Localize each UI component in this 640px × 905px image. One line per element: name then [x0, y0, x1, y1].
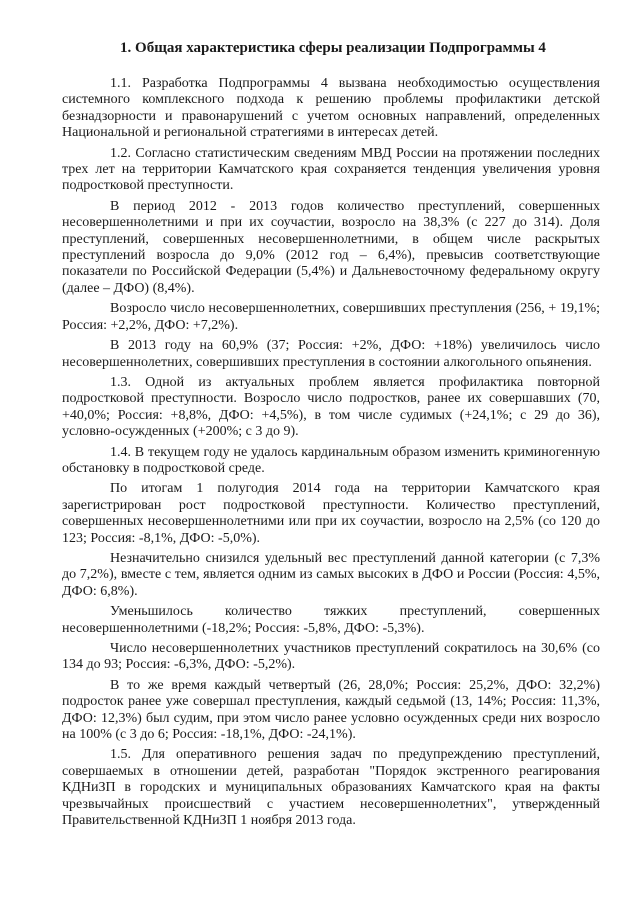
- paragraph-1-5: 1.5. Для оперативного решения задач по предупреждению преступлений, совершаемых в отношении детей, разработан "Порядок экстренного реагирования КДНиЗП в городских и муниципальных образованиях Камчатского края на факты чрезвычайных происшествий с участием несовершеннолетних", утвержденный Правительственной КДНиЗП 1 ноября 2013 года.: [62, 747, 600, 829]
- paragraph-grave-crimes: Уменьшилось количество тяжких преступлений, совершенных несовершеннолетними (-18,2%; Россия: -5,8%, ДФО: -5,3%).: [62, 604, 600, 636]
- paragraph-alcohol: В 2013 году на 60,9% (37; Россия: +2%, ДФО: +18%) увеличилось число несовершеннолетних, совершивших преступления в состоянии алкогольного опьянения.: [62, 338, 600, 370]
- paragraph-1-1: 1.1. Разработка Подпрограммы 4 вызвана необходимостью осуществления системного комплексного подхода к решению проблемы профилактики детской безнадзорности и правонарушений с учетом основных направлений, определенных Национальной и региональной стратегиями в интересах детей.: [62, 76, 600, 141]
- paragraph-1-4: 1.4. В текущем году не удалось кардинальным образом изменить криминогенную обстановку в подростковой среде.: [62, 444, 600, 476]
- paragraph-half-year-2014: По итогам 1 полугодия 2014 года на территории Камчатского края зарегистрирован рост подростковой преступности. Количество преступлений, совершенных несовершеннолетними или при их соучастии, возросло на 2,5% (со 120 до 123; Россия: -8,1%, ДФО: -5,0%).: [62, 481, 600, 546]
- paragraph-1-2: 1.2. Согласно статистическим сведениям МВД России на протяжении последних трех лет на территории Камчатского края сохраняется тенденция увеличения уровня подростковой преступности.: [62, 145, 600, 194]
- paragraph-offender-count: Возросло число несовершеннолетних, совершивших преступления (256, + 19,1%; Россия: +2,2%, ДФО: +7,2%).: [62, 301, 600, 333]
- paragraph-1-3: 1.3. Одной из актуальных проблем является профилактика повторной подростковой преступности. Возросло число подростков, ранее их совершавших (70, +40,0%; Россия: +8,8%, ДФО: +4,5%), в том числе судимых (+24,1%; с 29 до 36), условно-осужденных (+200%; с 3 до 9).: [62, 374, 600, 440]
- paragraph-crime-growth: В период 2012 - 2013 годов количество преступлений, совершенных несовершеннолетними и при их соучастии, возросло на 38,3% (с 227 до 314). Доля преступлений, совершенных несовершеннолетними, в общем числе раскрытых преступлений возросла до 9,0% (2012 год – 6,4%), превысив соответствующие показатели по Российской Федерации (5,4%) и Дальневосточному федеральному округу (далее – ДФО) (8,4%).: [62, 198, 600, 296]
- paragraph-participants: Число несовершеннолетних участников преступлений сократилось на 30,6% (со 134 до 93; Россия: -6,3%, ДФО: -5,2%).: [62, 641, 600, 673]
- section-body: [62, 76, 600, 829]
- paragraph-repeat-offenders: В то же время каждый четвертый (26, 28,0%; Россия: 25,2%, ДФО: 32,2%) подросток ранее уже совершал преступления, каждый седьмой (13, 14%; Россия: 11,3%, ДФО: 12,3%) был судим, при этом число ранее условно осужденных среди них возросло на 100% (с 3 до 6; Россия: -18,1%, ДФО: -24,1%).: [62, 677, 600, 743]
- section-heading: 1. Общая характеристика сферы реализации Подпрограммы 4: [120, 40, 546, 56]
- paragraph-share: Незначительно снизился удельный вес преступлений данной категории (с 7,3% до 7,2%), вместе с тем, является одним из самых высоких в ДФО и России (Россия: 4,5%, ДФО: 6,8%).: [62, 550, 600, 599]
